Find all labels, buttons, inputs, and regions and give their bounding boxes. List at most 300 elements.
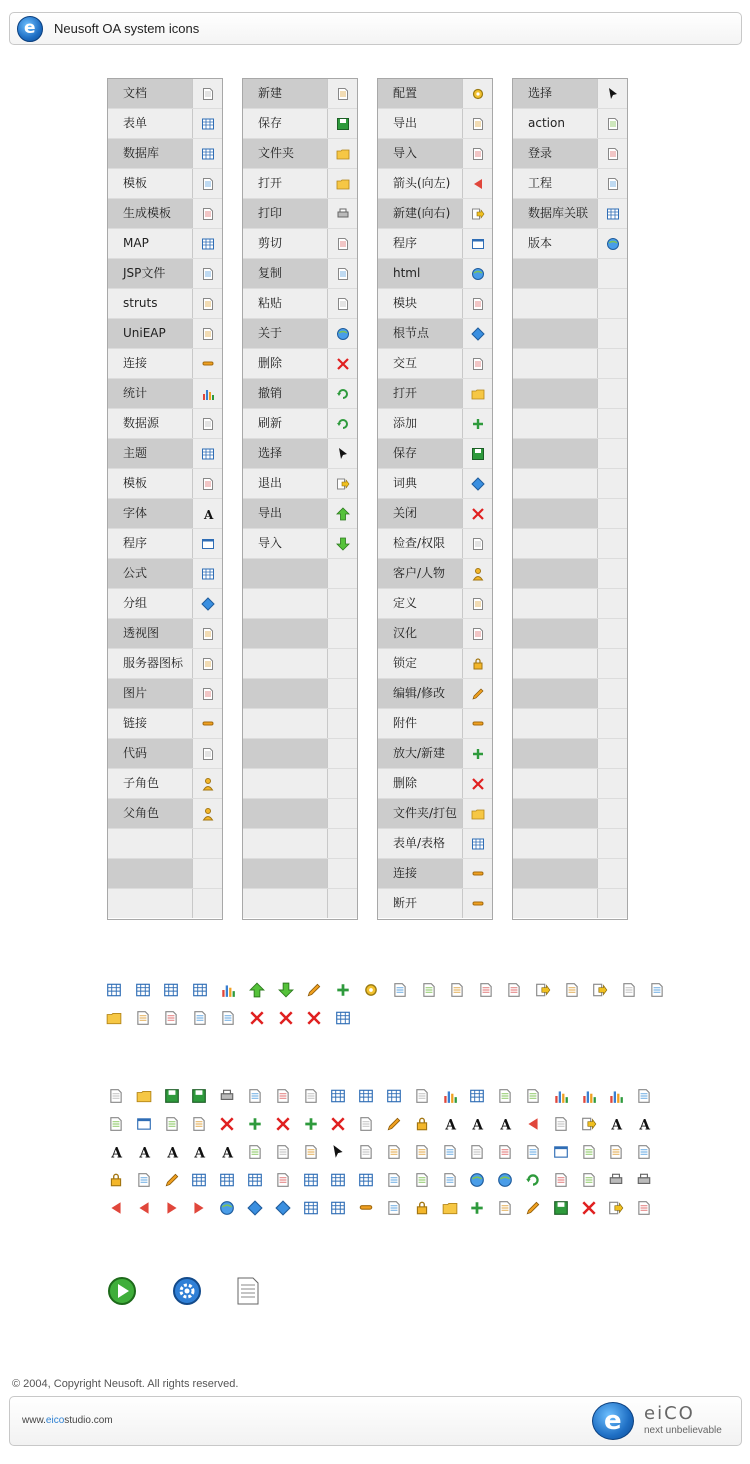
row-label: 刷新 <box>243 409 328 438</box>
page-stop-icon[interactable] <box>442 1172 458 1188</box>
row-label <box>513 829 598 858</box>
row-icon-cell <box>463 199 492 228</box>
site-suffix: studio.com <box>64 1415 113 1426</box>
settings-blue-icon[interactable] <box>172 1276 202 1306</box>
page-upload-icon[interactable] <box>621 982 637 998</box>
row-icon-cell <box>328 169 357 198</box>
table-row <box>378 739 492 769</box>
list-delete-icon[interactable] <box>249 1010 265 1026</box>
page-small-icon[interactable] <box>108 1116 124 1132</box>
print-icon[interactable] <box>219 1088 235 1104</box>
login-icon <box>606 147 620 161</box>
tree-save-icon[interactable] <box>553 1200 569 1216</box>
table-row <box>513 199 627 229</box>
page-blank-icon[interactable] <box>636 1088 652 1104</box>
page-lock-icon[interactable] <box>414 1200 430 1216</box>
checkbox-field-icon[interactable] <box>358 1144 374 1160</box>
chart-bar-red-icon[interactable] <box>608 1088 624 1104</box>
about-globe-icon[interactable] <box>219 1200 235 1216</box>
doc-lines-icon[interactable] <box>636 1200 652 1216</box>
row-label <box>513 289 598 318</box>
note-icon[interactable] <box>136 1172 152 1188</box>
row-label <box>243 829 328 858</box>
table-row <box>108 319 222 349</box>
row-label <box>243 739 328 768</box>
table-row <box>243 499 357 529</box>
form-edit-icon[interactable] <box>330 1088 346 1104</box>
last-page-icon[interactable] <box>191 1200 207 1216</box>
new-page-icon[interactable] <box>108 1088 124 1104</box>
label-field-icon[interactable] <box>275 1144 291 1160</box>
table-row <box>108 169 222 199</box>
table-row <box>108 379 222 409</box>
exit-icon <box>336 477 350 491</box>
row-label <box>513 859 598 888</box>
page-folder-icon[interactable] <box>442 1200 458 1216</box>
copy-icon <box>336 267 350 281</box>
row-icon-cell <box>328 439 357 468</box>
row-label: 锁定 <box>378 649 463 678</box>
document-lines-icon[interactable] <box>233 1276 263 1306</box>
row-label <box>513 319 598 348</box>
text-top-icon[interactable] <box>164 1144 180 1160</box>
row-icon-cell <box>598 529 627 558</box>
row-icon-cell <box>193 439 222 468</box>
refresh-green-icon[interactable] <box>525 1172 541 1188</box>
statistics-chart-icon <box>201 387 215 401</box>
row-label <box>243 799 328 828</box>
bar-chart-icon[interactable] <box>442 1088 458 1104</box>
paste-icon[interactable] <box>303 1088 319 1104</box>
page-exit-icon[interactable] <box>592 982 608 998</box>
open-folder-icon[interactable] <box>136 1088 152 1104</box>
svg-text:A: A <box>445 1117 456 1132</box>
page-stack-icon[interactable] <box>564 982 580 998</box>
tree-page-2-icon[interactable] <box>220 1010 236 1026</box>
column-delete-icon[interactable] <box>330 1116 346 1132</box>
row-icon-cell <box>463 769 492 798</box>
diamond-blue-icon[interactable] <box>247 1200 263 1216</box>
svg-text:A: A <box>611 1117 623 1132</box>
table-row <box>378 469 492 499</box>
row-label: 公式 <box>108 559 193 588</box>
page-up-icon[interactable] <box>386 1200 402 1216</box>
arrow-down-green-icon[interactable] <box>278 982 294 998</box>
page-title: Neusoft OA system icons <box>54 21 200 36</box>
bold-icon[interactable] <box>442 1116 458 1132</box>
row-icon-cell <box>328 769 357 798</box>
save-icon <box>336 117 350 131</box>
delete-x-icon[interactable] <box>219 1116 235 1132</box>
row-label <box>243 589 328 618</box>
table-row <box>378 229 492 259</box>
formula-f-icon[interactable] <box>303 1172 319 1188</box>
layer-icon[interactable] <box>358 1116 374 1132</box>
row-label: 附件 <box>378 709 463 738</box>
form-add-icon[interactable] <box>192 982 208 998</box>
form-import-icon[interactable] <box>106 982 122 998</box>
grid-green-icon[interactable] <box>330 1200 346 1216</box>
zoom-out-icon[interactable] <box>581 1172 597 1188</box>
row-label: 字体 <box>108 499 193 528</box>
list-box-icon[interactable] <box>164 1116 180 1132</box>
table-row <box>378 589 492 619</box>
tree-page-icon[interactable] <box>163 1010 179 1026</box>
page-upload-2-icon[interactable] <box>649 982 665 998</box>
table-row <box>108 799 222 829</box>
row-label <box>513 559 598 588</box>
page-forward-icon[interactable] <box>535 982 551 998</box>
table-row <box>378 79 492 109</box>
row-icon-cell <box>328 529 357 558</box>
row-icon-cell <box>193 229 222 258</box>
site-highlight: eico <box>45 1415 65 1426</box>
lock-icon <box>471 657 485 671</box>
table-row <box>108 649 222 679</box>
select-field-icon[interactable] <box>330 1144 346 1160</box>
table-row <box>243 589 357 619</box>
undo-icon <box>336 387 350 401</box>
copy-page-icon[interactable] <box>135 1010 151 1026</box>
text-left-icon[interactable] <box>108 1144 124 1160</box>
printer-icon[interactable] <box>608 1172 624 1188</box>
tree-edit-icon[interactable] <box>525 1200 541 1216</box>
text-color-icon[interactable] <box>219 1144 235 1160</box>
table-row <box>513 889 627 919</box>
tree-add-icon[interactable] <box>469 1200 485 1216</box>
page-tree-icon[interactable] <box>421 982 437 998</box>
sum-icon[interactable] <box>414 1088 430 1104</box>
table-row <box>108 709 222 739</box>
theme-small-icon[interactable] <box>358 1172 374 1188</box>
table-row <box>378 619 492 649</box>
page-lines-icon[interactable] <box>386 1172 402 1188</box>
eico-logo-icon <box>592 1402 634 1440</box>
font-icon <box>201 507 215 521</box>
table-row <box>513 679 627 709</box>
folder-page-icon[interactable] <box>106 1010 122 1026</box>
row-icon-cell <box>598 709 627 738</box>
table-row <box>243 409 357 439</box>
row-icon-cell <box>598 469 627 498</box>
row-label: 表单 <box>108 109 193 138</box>
row-icon-cell <box>328 829 357 858</box>
page-close-icon[interactable] <box>581 1200 597 1216</box>
group-icon <box>201 597 215 611</box>
text-box-icon[interactable] <box>608 1116 624 1132</box>
html-globe-icon <box>471 267 485 281</box>
zoom-in-icon[interactable] <box>553 1172 569 1188</box>
arrow-up-green-icon[interactable] <box>249 982 265 998</box>
tree-multi-icon[interactable] <box>497 1200 513 1216</box>
table-row <box>108 289 222 319</box>
grid-add-icon[interactable] <box>335 1010 351 1026</box>
table-split-icon[interactable] <box>469 1088 485 1104</box>
refresh-icon <box>336 417 350 431</box>
row-label: 连接 <box>378 859 463 888</box>
row-icon-cell <box>193 679 222 708</box>
row-delete-icon[interactable] <box>275 1116 291 1132</box>
italic-icon[interactable] <box>469 1116 485 1132</box>
arrow-left-icon <box>471 177 485 191</box>
table-row <box>108 679 222 709</box>
table-row <box>243 139 357 169</box>
theme-icon[interactable] <box>386 1088 402 1104</box>
table-row <box>243 349 357 379</box>
open-small-icon <box>471 387 485 401</box>
arrow-exit-icon[interactable] <box>608 1200 624 1216</box>
row-icon-cell <box>193 379 222 408</box>
jsp-file-icon <box>201 267 215 281</box>
play-green-icon[interactable] <box>107 1276 137 1306</box>
chart-dots-icon[interactable] <box>581 1088 597 1104</box>
table-row <box>108 739 222 769</box>
table-row <box>378 349 492 379</box>
info-green-icon[interactable] <box>469 1172 485 1188</box>
interaction-icon <box>471 357 485 371</box>
table-row <box>243 319 357 349</box>
table-row <box>243 169 357 199</box>
lock-page-icon[interactable] <box>414 1116 430 1132</box>
list-icon[interactable] <box>581 1144 597 1160</box>
row-label: 删除 <box>243 349 328 378</box>
table-row <box>378 379 492 409</box>
align-left-icon[interactable] <box>525 1116 541 1132</box>
form-sql-icon[interactable] <box>358 1088 374 1104</box>
row-icon-cell <box>463 289 492 318</box>
grid-delete-icon[interactable] <box>278 1010 294 1026</box>
row-icon-cell <box>598 589 627 618</box>
chart-column-icon[interactable] <box>553 1088 569 1104</box>
row-icon-cell <box>193 319 222 348</box>
table-row <box>513 469 627 499</box>
row-label: JSP文件 <box>108 259 193 288</box>
grid-blue-icon[interactable] <box>303 1200 319 1216</box>
table-row <box>243 469 357 499</box>
page-edit-icon[interactable] <box>306 982 322 998</box>
program-small-icon <box>471 237 485 251</box>
page-gear-icon[interactable] <box>363 982 379 998</box>
svg-text:A: A <box>111 1145 123 1160</box>
radio-field-icon[interactable] <box>303 1144 319 1160</box>
row-icon-cell <box>328 559 357 588</box>
svg-text:A: A <box>203 507 213 521</box>
row-label: 登录 <box>513 139 598 168</box>
page-arrow-icon[interactable] <box>275 1172 291 1188</box>
table-row <box>243 619 357 649</box>
row-icon-cell <box>328 589 357 618</box>
server-icon <box>201 657 215 671</box>
row-label: 模块 <box>378 289 463 318</box>
row-label: 新建(向右) <box>378 199 463 228</box>
text-right-icon[interactable] <box>136 1144 152 1160</box>
table-icon[interactable] <box>219 1172 235 1188</box>
table-row <box>243 379 357 409</box>
row-icon-cell <box>463 529 492 558</box>
row-icon-cell <box>463 319 492 348</box>
table-row <box>243 529 357 559</box>
diamond-multi-icon[interactable] <box>275 1200 291 1216</box>
row-label: UniEAP <box>108 319 193 348</box>
pencil-icon[interactable] <box>164 1172 180 1188</box>
table-row <box>513 349 627 379</box>
program-window-icon <box>201 537 215 551</box>
row-label <box>513 409 598 438</box>
row-label: 透视图 <box>108 619 193 648</box>
form-export-icon[interactable] <box>135 982 151 998</box>
table-row <box>513 709 627 739</box>
clock-icon[interactable] <box>108 1172 124 1188</box>
row-icon-cell <box>193 289 222 318</box>
page-fold-icon[interactable] <box>636 1144 652 1160</box>
text-underline-icon[interactable] <box>191 1144 207 1160</box>
form-pen-icon[interactable] <box>191 1172 207 1188</box>
define-icon <box>471 597 485 611</box>
row-label: 主题 <box>108 439 193 468</box>
db-page-icon[interactable] <box>192 1010 208 1026</box>
route-icon[interactable] <box>414 1172 430 1188</box>
row-label <box>513 709 598 738</box>
table-row <box>108 139 222 169</box>
cut-icon[interactable] <box>275 1088 291 1104</box>
first-page-icon[interactable] <box>108 1200 124 1216</box>
row-icon-cell <box>598 289 627 318</box>
align-center-icon[interactable] <box>553 1116 569 1132</box>
row-icon-cell <box>328 889 357 918</box>
table-row <box>243 439 357 469</box>
row-label: 文档 <box>108 79 193 108</box>
frame-icon[interactable] <box>136 1116 152 1132</box>
doc-field-icon[interactable] <box>442 1144 458 1160</box>
page-delete-icon[interactable] <box>306 1010 322 1026</box>
edit-note-icon[interactable] <box>386 1116 402 1132</box>
table-row <box>378 769 492 799</box>
textarea-field-icon[interactable] <box>414 1144 430 1160</box>
table-row <box>108 439 222 469</box>
row-label: 分组 <box>108 589 193 618</box>
select-arrow-icon <box>606 87 620 101</box>
table-row <box>513 499 627 529</box>
page-export-icon[interactable] <box>506 982 522 998</box>
save-as-icon[interactable] <box>164 1088 180 1104</box>
row-icon-cell <box>598 139 627 168</box>
page-header <box>9 12 742 45</box>
next-page-icon[interactable] <box>164 1200 180 1216</box>
combo-field-icon[interactable] <box>386 1144 402 1160</box>
row-icon-cell <box>193 649 222 678</box>
row-icon-cell <box>328 409 357 438</box>
image-field-icon[interactable] <box>247 1144 263 1160</box>
export-up-arrow-icon <box>336 507 350 521</box>
row-icon-cell <box>328 199 357 228</box>
footer-site-link[interactable] <box>22 1415 113 1426</box>
copy-icon[interactable] <box>247 1088 263 1104</box>
print-settings-icon[interactable] <box>636 1172 652 1188</box>
chart-line-icon[interactable] <box>220 982 236 998</box>
save-all-icon[interactable] <box>191 1088 207 1104</box>
row-label: 生成模板 <box>108 199 193 228</box>
column-add-icon[interactable] <box>303 1116 319 1132</box>
row-label <box>513 679 598 708</box>
row-label: 词典 <box>378 469 463 498</box>
row-label: 版本 <box>513 229 598 258</box>
root-node-icon <box>471 327 485 341</box>
row-label <box>243 649 328 678</box>
theme-grid-icon[interactable] <box>330 1172 346 1188</box>
row-add-icon[interactable] <box>247 1116 263 1132</box>
row-label: 图片 <box>108 679 193 708</box>
prev-page-icon[interactable] <box>136 1200 152 1216</box>
row-icon-cell <box>463 499 492 528</box>
font-a-icon[interactable] <box>636 1116 652 1132</box>
table-small-icon[interactable] <box>247 1172 263 1188</box>
row-icon-cell <box>598 499 627 528</box>
copyright-text: © 2004, Copyright Neusoft. All rights reserved. <box>12 1378 239 1390</box>
page-db-icon[interactable] <box>449 982 465 998</box>
site-prefix: www. <box>22 1415 46 1426</box>
align-right-icon[interactable] <box>581 1116 597 1132</box>
database-relation-icon <box>606 207 620 221</box>
row-icon-cell <box>598 229 627 258</box>
columns-icon[interactable] <box>497 1088 513 1104</box>
page-new-icon[interactable] <box>392 982 408 998</box>
page-corner-icon[interactable] <box>608 1144 624 1160</box>
underline-icon[interactable] <box>497 1116 513 1132</box>
row-icon-cell <box>463 829 492 858</box>
save-small-icon <box>471 447 485 461</box>
button-field-icon[interactable] <box>525 1144 541 1160</box>
svg-text:A: A <box>500 1117 512 1132</box>
table-row <box>108 469 222 499</box>
table-row <box>243 289 357 319</box>
config-gear-icon <box>471 87 485 101</box>
attach-page-icon[interactable] <box>358 1200 374 1216</box>
form-check-icon[interactable] <box>163 982 179 998</box>
table-row <box>108 409 222 439</box>
table-row <box>513 589 627 619</box>
form-table-icon <box>471 837 485 851</box>
row-icon-cell <box>328 229 357 258</box>
add-small-icon <box>471 417 485 431</box>
row-label: 箭头(向左) <box>378 169 463 198</box>
hidden-field-icon[interactable] <box>497 1144 513 1160</box>
table-row <box>513 769 627 799</box>
row-label: 检查/权限 <box>378 529 463 558</box>
magic-wand-icon[interactable] <box>191 1116 207 1132</box>
row-label: 断开 <box>378 889 463 918</box>
image-box-icon[interactable] <box>469 1144 485 1160</box>
row-label: 导入 <box>243 529 328 558</box>
template-list-icon <box>201 477 215 491</box>
row-label: 统计 <box>108 379 193 408</box>
table-row <box>243 889 357 919</box>
window-icon[interactable] <box>553 1144 569 1160</box>
row-icon-cell <box>193 709 222 738</box>
action-icon <box>606 117 620 131</box>
row-icon-cell <box>328 709 357 738</box>
page-info-icon[interactable] <box>497 1172 513 1188</box>
row-icon-cell <box>598 259 627 288</box>
page-tree-orange-icon[interactable] <box>478 982 494 998</box>
row-label <box>513 799 598 828</box>
row-label: 交互 <box>378 349 463 378</box>
row-label: 关闭 <box>378 499 463 528</box>
row-label: 删除 <box>378 769 463 798</box>
row-label <box>513 769 598 798</box>
rows-icon[interactable] <box>525 1088 541 1104</box>
row-icon-cell <box>193 199 222 228</box>
page-add-red-icon[interactable] <box>335 982 351 998</box>
